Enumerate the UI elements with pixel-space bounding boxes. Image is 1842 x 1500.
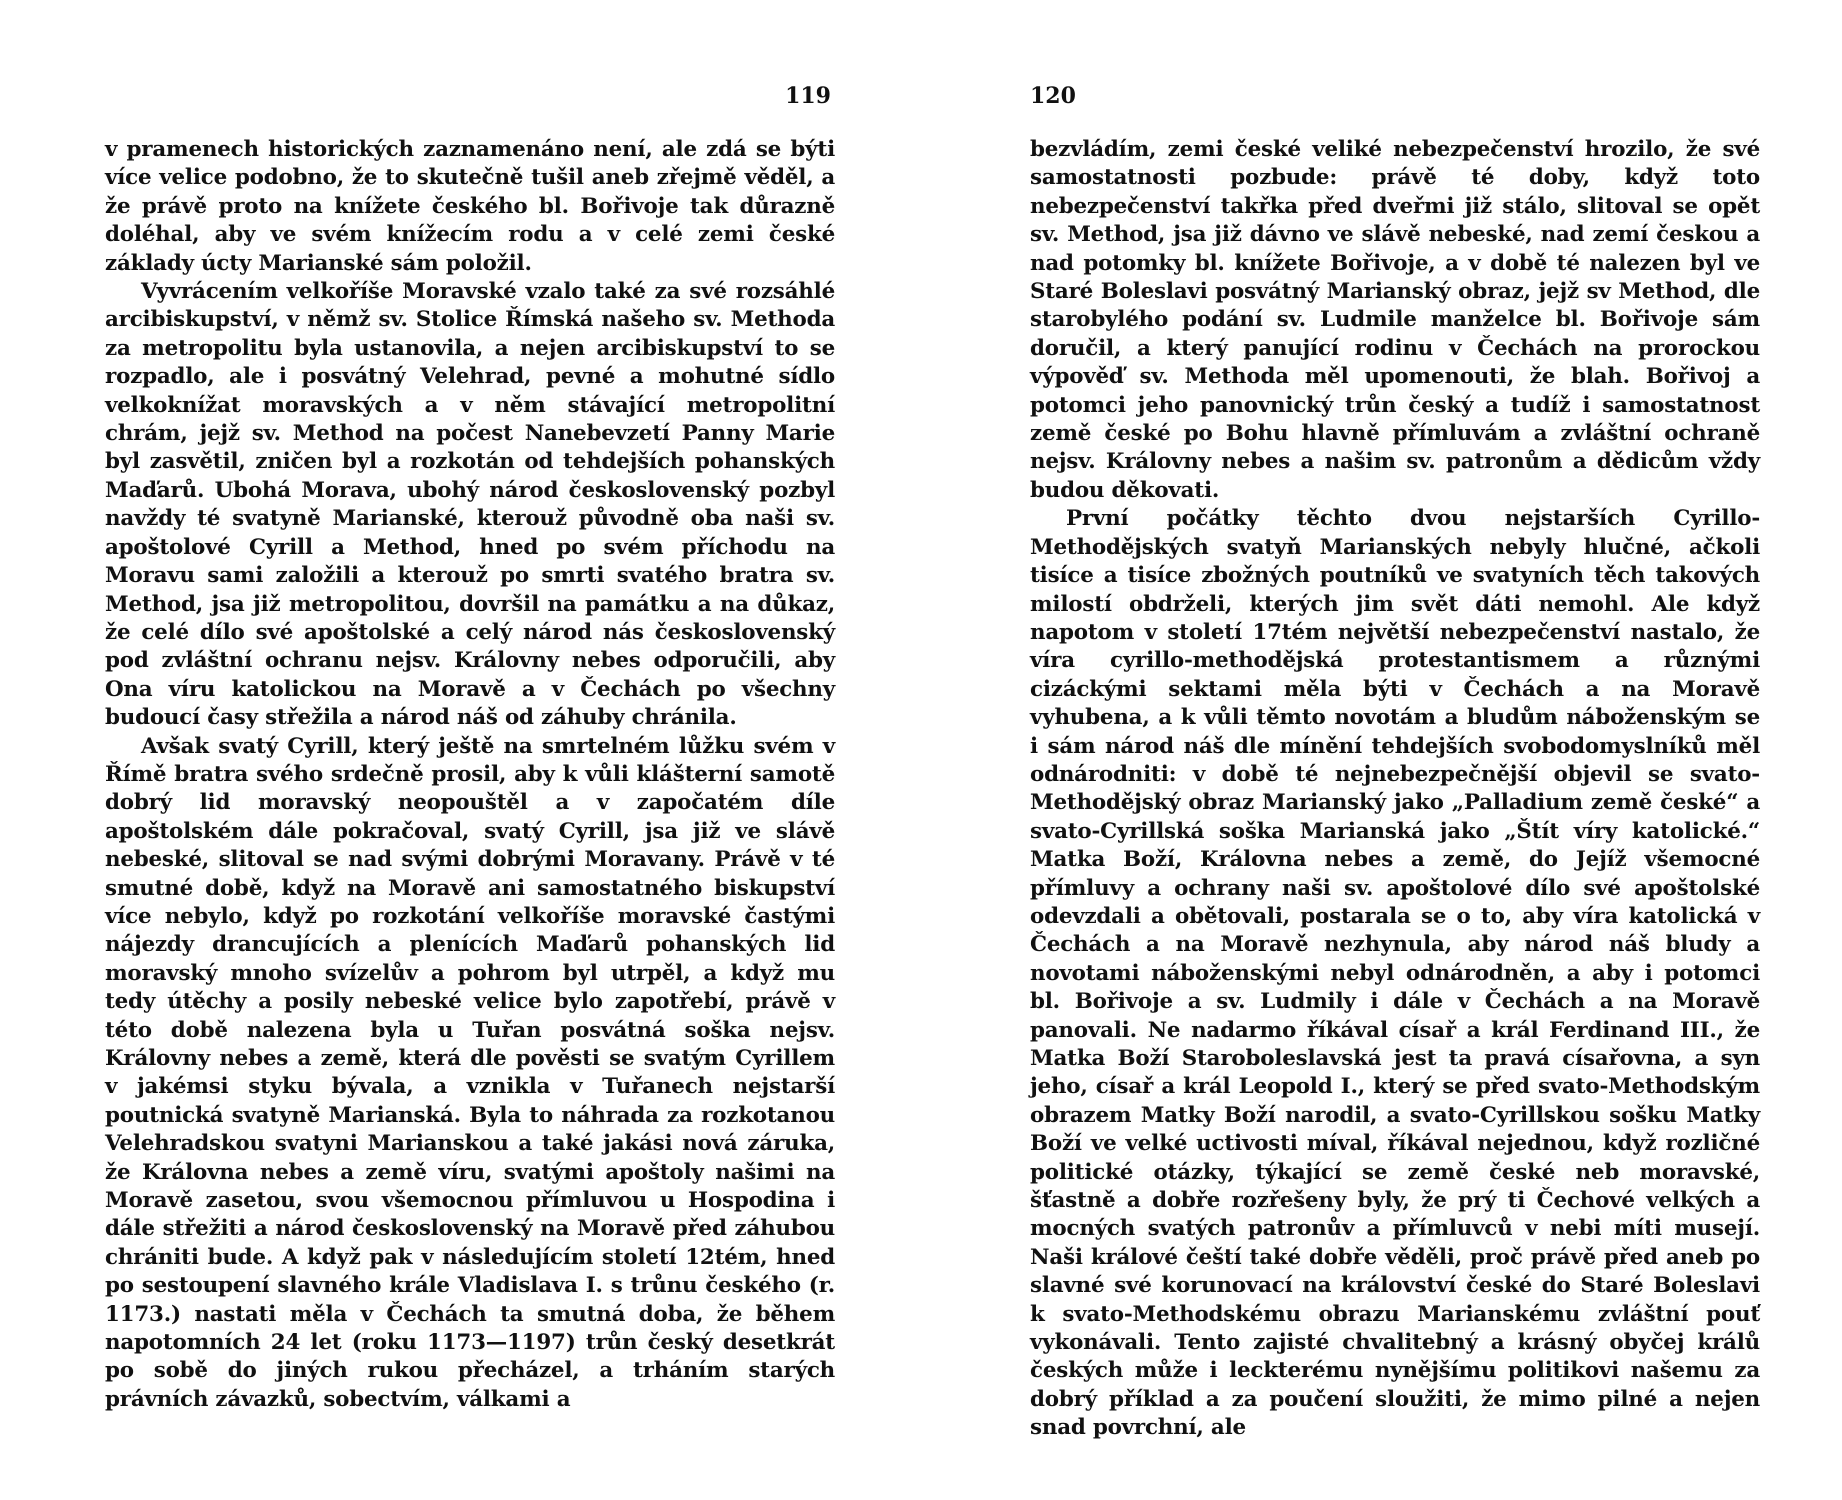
page-number: 120 [1030, 83, 1076, 109]
page-number: 119 [785, 83, 831, 109]
page-text [1030, 136, 1760, 1443]
paragraph: Avšak svatý Cyrill, který ještě na smrtelném lůžku svém v Římě bratra svého srdečně prosil, aby k vůli klášterní samotě dobrý lid moravský neopouštěl a v započatém díle apoštolském dále pokračoval, svatý Cyrill, jsa již ve slávě nebeské, slitoval se nad svými dobrými Moravany. Právě v té smutné době, když na Moravě ani samostatného biskupství více nebylo, když po rozkotání velkoříše moravské častými nájezdy drancujících a plenících Maďarů pohanských lid moravský mnoho svízelův a pohrom byl utrpěl, a když mu tedy útěchy a posily nebeské velice bylo zapotřebí, právě v této době nalezena byla u Tuřan posvátná soška nejsv. Královny nebes a země, která dle pověsti se svatým Cyrillem v jakémsi styku bývala, a vznikla v Tuřanech nejstarší poutnická svatyně Marianská. Byla to náhrada za rozkotanou Velehradskou svatyni Marianskou a také jakási nová záruka, že Královna nebes a země víru, svatými apoštoly našimi na Moravě zasetou, svou všemocnou přímluvou u Hospodina i dále střežiti a národ československý na Moravě před záhubou chrániti bude. A když pak v následujícím století 12tém, hned po sestoupení slavného krále Vladislava I. s trůnu českého (r. 1173.) nastati měla v Čechách ta smutná doba, že během napotomních 24 let (roku 1173—1197) trůn český desetkrát po sobě do jiných rukou přecházel, a trháním starých právních závazků, sobectvím, válkami a [105, 733, 835, 1412]
paragraph: První počátky těchto dvou nejstarších Cyrillo-Methodějských svatyň Marianských nebyly hlučné, ačkoli tisíce a tisíce zbožných poutníků ve svatyních těch takových milostí obdrželi, kterých jim svět dáti nemohl. Ale když napotom v století 17tém největší nebezpečenství nastalo, že víra cyrillo-methodějská protestantismem a různými cizáckými sektami měla býti v Čechách a na Moravě vyhubena, a k vůli těmto novotám a bludům náboženským se i sám národ náš dle mínění tehdejších svobodomyslníků měl odnárodniti: v době té nejnebezpečnější objevil se svato-Methodějský obraz Marianský jako „Palladium země české“ a svato-Cyrillská soška Marianská jako „Štít víry katolické.“ Matka Boží, Královna nebes a země, do Jejíž všemocné přímluvy a ochrany naši sv. apoštolové dílo své apoštolské odevzdali a obětovali, postarala se o to, aby víra katolická v Čechách a na Moravě nezhynula, aby národ náš bludy a novotami náboženskými nebyl odnárodněn, a aby i potomci bl. Bořivoje a sv. Ludmily i dále v Čechách a na Moravě panovali. Ne nadarmo říkával císař a král Ferdinand III., že Matka Boží Staroboleslavská jest ta pravá císařovna, a syn jeho, císař a král Leopold I., který se před svato-Methodským obrazem Matky Boží narodil, a svato-Cyrillskou sošku Matky Boží ve velké uctivosti míval, říkával nejednou, když rozličné politické otázky, týkající se země české neb moravské, šťastně a dobře rozřešeny byly, že prý ti Čechové velkých a mocných svatých patronův a přímluvců v nebi míti musejí. Naši králové čeští také dobře věděli, proč právě před aneb po slavné své korunovací na království české do Staré Boleslavi k svato-Methodskému obrazu Marianskému zvláštní pouť vykonávali. Tento zajisté chvalitebný a krásný obyčej králů českých může i leckterému nynějšímu politikovi našemu za dobrý příklad a za poučení sloužiti, že mimo pilné a nejen snad povrchní, ale [1030, 506, 1760, 1441]
paragraph: Vyvrácením velkoříše Moravské vzalo také za své rozsáhlé arcibiskupství, v němž sv. Stolice Římská našeho sv. Methoda za metropolitu byla ustanovila, a nejen arcibiskupství to se rozpadlo, ale i posvátný Velehrad, pevné a mohutné sídlo velkoknížat moravských a v něm stávající metropolitní chrám, jejž sv. Method na počest Nanebevzetí Panny Marie byl zasvětil, zničen byl a rozkotán od tehdejších pohanských Maďarů. Ubohá Morava, ubohý národ československý pozbyl navždy té svatyně Marianské, kterouž původně oba naši sv. apoštolové Cyrill a Method, hned po svém příchodu na Moravu sami založili a kterouž po smrti svatého bratra sv. Method, jsa již metropolitou, dovršil na památku a na důkaz, že celé dílo své apoštolské a celý národ nás československý pod zvláštní ochranu nejsv. Královny nebes odporučili, aby Ona víru katolickou na Moravě a v Čechách po všechny budoucí časy střežila a národ náš od záhuby chránila. [105, 279, 835, 731]
left-page [105, 82, 835, 1414]
paragraph: bezvládím, zemi české veliké nebezpečenství hrozilo, že své samostatnosti pozbude: právě té doby, když toto nebezpečenství takřka před dveřmi již stálo, slitoval se opět sv. Method, jsa již dávno ve slávě nebeské, nad zemí českou a nad potomky bl. knížete Bořivoje, a v době té nalezen byl ve Staré Boleslavi posvátný Marianský obraz, jejž sv Method, dle starobylého podání sv. Ludmile manželce bl. Bořivoje sám doručil, a který panující rodinu v Čechách na prorockou výpověď sv. Methoda měl upomenouti, že blah. Bořivoj a potomci jeho panovnický trůn český a tudíž i samostatnost země české po Bohu hlavně přímluvám a zvláštní ochraně nejsv. Královny nebes a našim sv. patronům a dědicům vždy budou děkovati. [1030, 137, 1760, 503]
page-text [105, 136, 835, 1414]
right-page [1030, 82, 1760, 1443]
paragraph: v pramenech historických zaznamenáno není, ale zdá se býti více velice podobno, že to skutečně tušil aneb zřejmě věděl, a že právě proto na knížete českého bl. Bořivoje tak důrazně doléhal, aby ve svém knížecím rodu a v celé zemi české základy úcty Marianské sám položil. [105, 137, 835, 276]
